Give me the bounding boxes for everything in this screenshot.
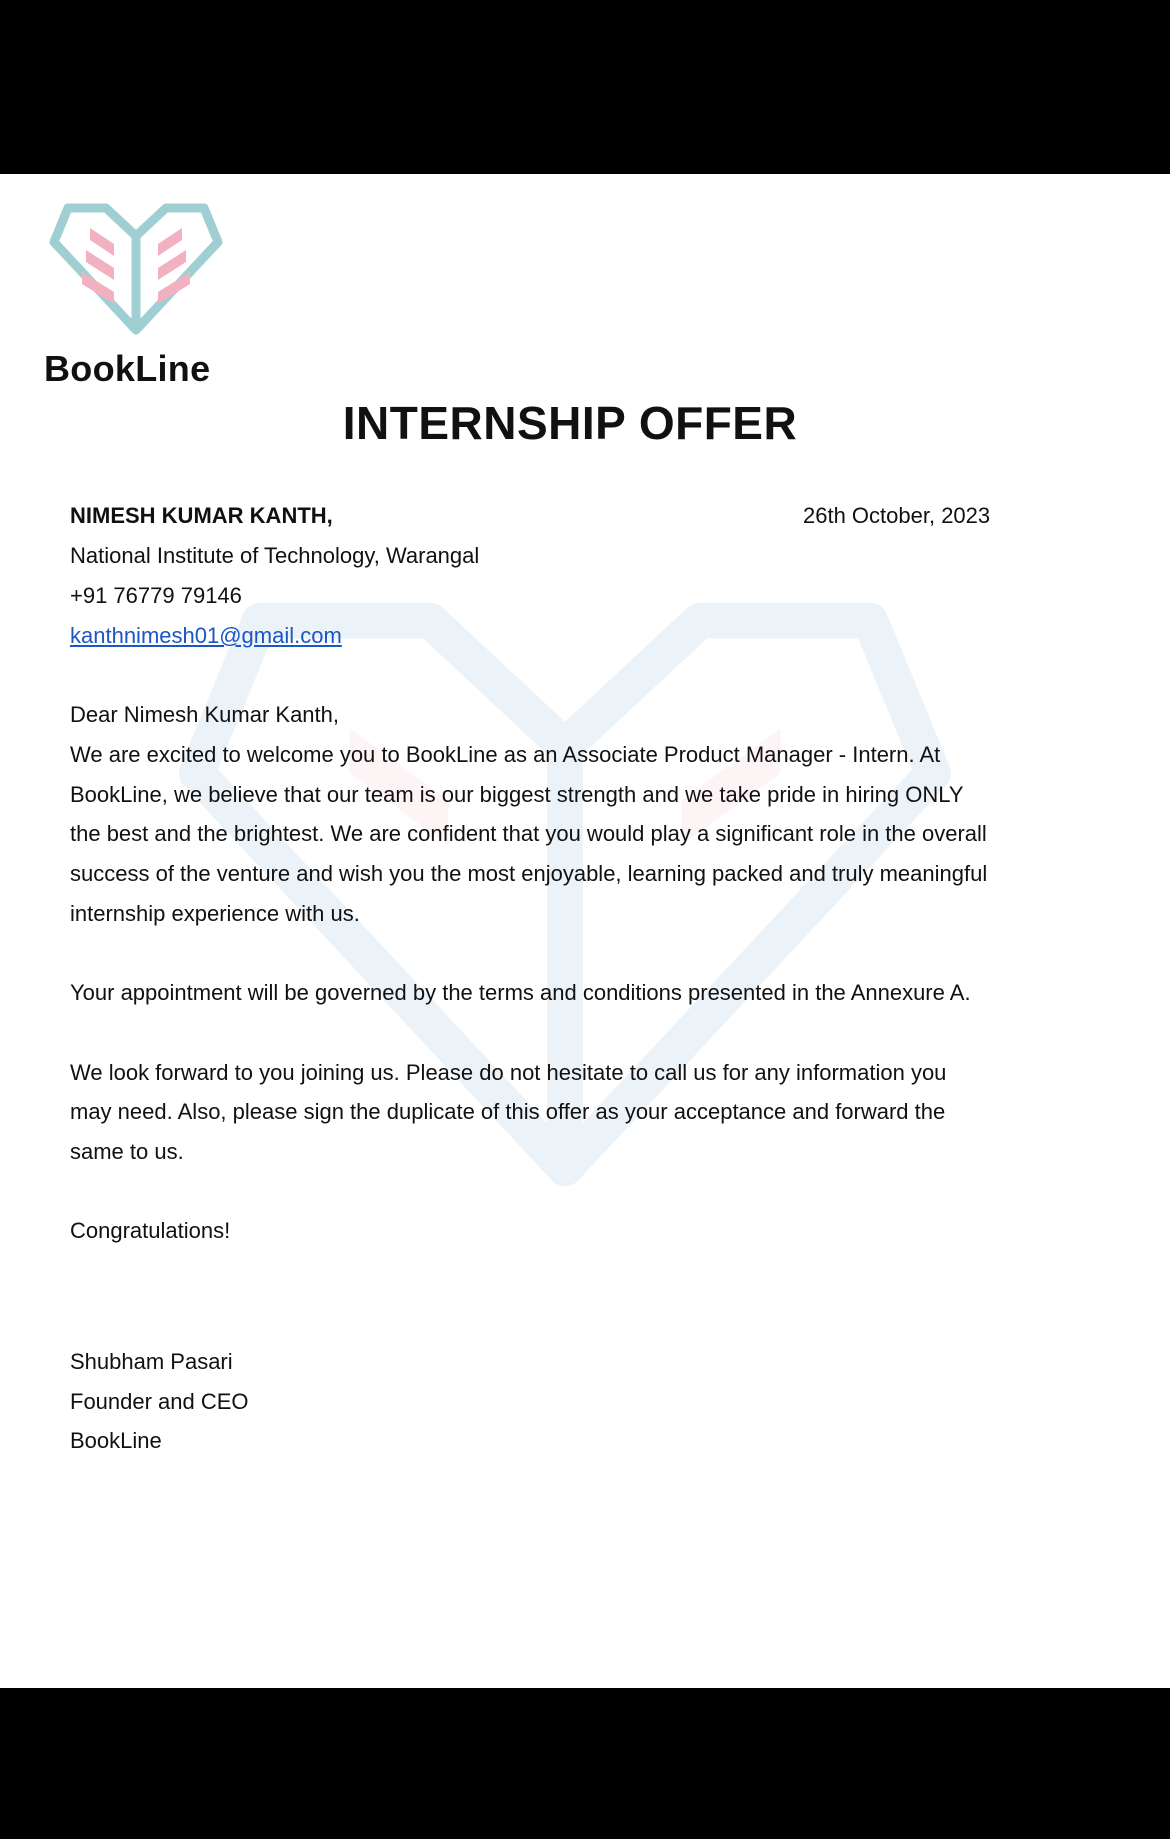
page-title: INTERNSHIP OFFER [342,397,798,449]
recipient-name: NIMESH KUMAR KANTH, [70,503,333,528]
signatory-name: Shubham Pasari [70,1349,233,1374]
recipient-phone: +91 76779 79146 [70,583,242,608]
brand-name: BookLine [44,348,211,389]
signatory-company: BookLine [70,1428,162,1453]
letter-date: 26th October, 2023 [803,503,991,528]
body-paragraph-2: Your appointment will be governed by the terms and conditions presented in the Annexure A. [70,980,971,1005]
body-paragraph-3-line-1: We look forward to you joining us. Please do not hesitate to call us for any information you [70,1060,947,1085]
signatory-role: Founder and CEO [70,1389,249,1414]
body-paragraph-1-line-5: internship experience with us. [70,901,360,926]
body-paragraph-1-line-2: BookLine, we believe that our team is our biggest strength and we take pride in hiring ONLY [70,782,964,807]
recipient-email-link[interactable]: kanthnimesh01@gmail.com [70,623,342,648]
offer-letter-page [0,174,1170,1688]
bookline-logo-icon [48,202,224,338]
salutation: Dear Nimesh Kumar Kanth, [70,702,339,727]
body-paragraph-1-line-1: We are excited to welcome you to BookLine as an Associate Product Manager - Intern. At [70,742,941,767]
body-paragraph-1-line-4: success of the venture and wish you the most enjoyable, learning packed and truly meaningful [70,861,988,886]
body-paragraph-1-line-3: the best and the brightest. We are confident that you would play a significant role in the overall [70,821,987,846]
body-paragraph-3-line-2: may need. Also, please sign the duplicate of this offer as your acceptance and forward the [70,1099,946,1124]
closing-line: Congratulations! [70,1218,231,1243]
body-paragraph-3-line-3: same to us. [70,1139,184,1164]
recipient-institute: National Institute of Technology, Warangal [70,543,480,568]
